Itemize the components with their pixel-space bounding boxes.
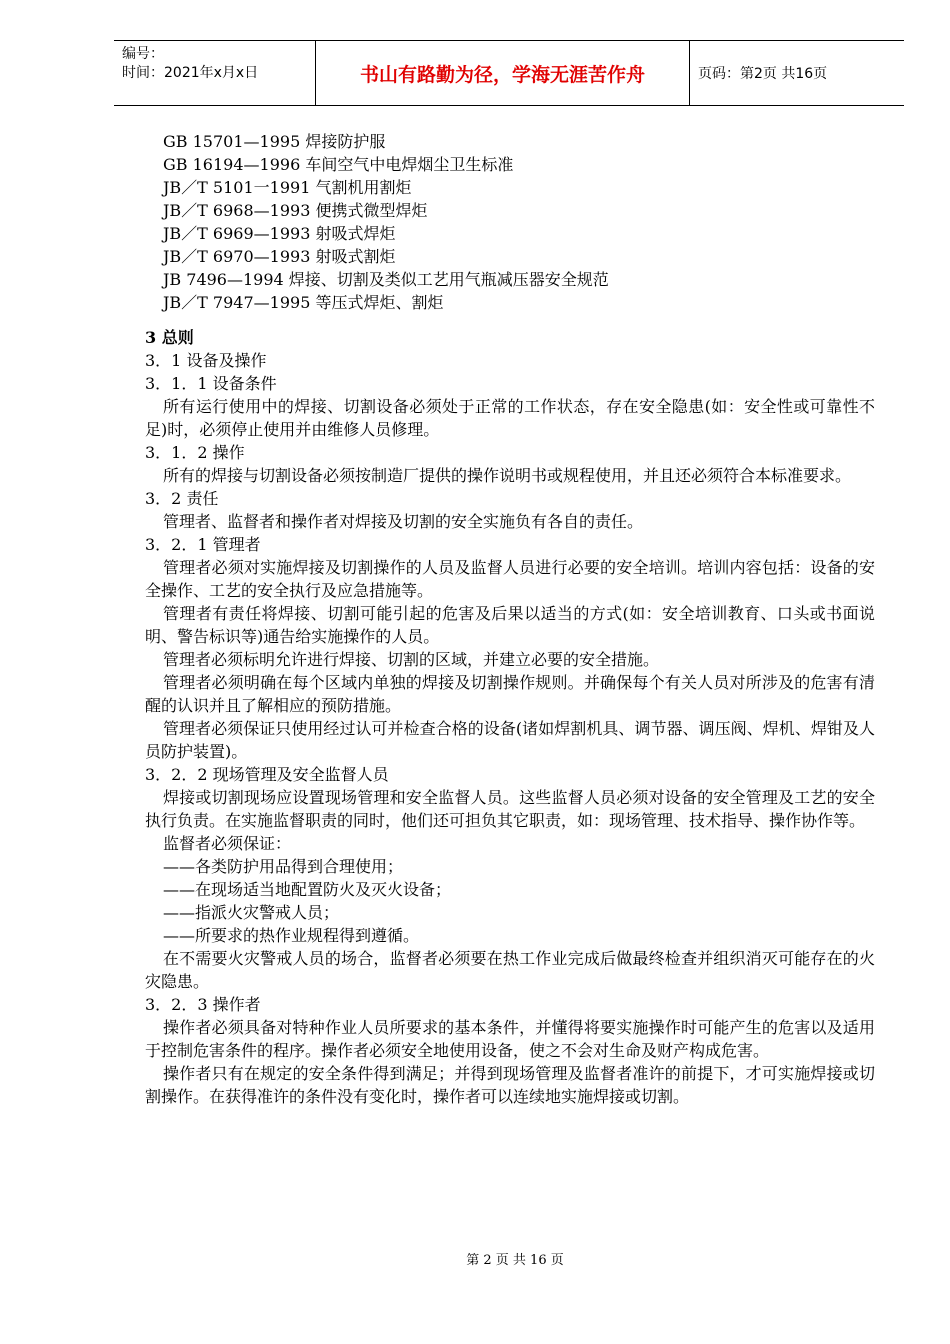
subsection-heading: 3．1 设备及操作 [145, 351, 267, 370]
subsection-heading: 3．2 责任 [145, 489, 219, 508]
document-number-label: 编号： [122, 46, 164, 62]
reference-item: JB／T 7947—1995 等压式焊炬、割炬 [163, 293, 444, 312]
reference-item: JB／T 6969—1993 射吸式焊炬 [163, 224, 396, 243]
reference-item: JB／T 5101一1991 气割机用割炬 [163, 178, 412, 197]
list-item: ——在现场适当地配置防火及灭火设备； [163, 880, 452, 899]
section-heading: 3 总则 [145, 328, 194, 347]
header-page-label: 页码：第2页 共16页 [698, 66, 828, 82]
document-time-label: 时间：2021年x月x日 [122, 65, 259, 81]
paragraph: 焊接或切割现场应设置现场管理和安全监督人员。这些监督人员必须对设备的安全管理及工艺的安全执行负责。在实施监督职责的同时，他们还可担负其它职责，如：现场管理、技术指导、操作协作等。 [145, 788, 875, 830]
subsection-heading: 3．2．3 操作者 [145, 995, 261, 1014]
reference-item: JB／T 6968—1993 便携式微型焊炬 [163, 201, 428, 220]
reference-item: JB／T 6970—1993 射吸式割炬 [163, 247, 396, 266]
paragraph: 管理者必须对实施焊接及切割操作的人员及监督人员进行必要的安全培训。培训内容包括：设备的安全操作、工艺的安全执行及应急措施等。 [145, 558, 875, 600]
subsection-heading: 3．1．2 操作 [145, 443, 245, 462]
paragraph: 管理者必须保证只使用经过认可并检查合格的设备(诸如焊割机具、调节器、调压阀、焊机、焊钳及人员防护装置)。 [145, 719, 875, 761]
footer-page-number: 第 2 页 共 16 页 [466, 1253, 564, 1268]
paragraph: 在不需要火灾警戒人员的场合，监督者必须要在热工作业完成后做最终检查并组织消灭可能存在的火灾隐患。 [145, 949, 875, 991]
paragraph: 操作者必须具备对特种作业人员所要求的基本条件，并懂得将要实施操作时可能产生的危害以及适用于控制危害条件的程序。操作者必须安全地使用设备，使之不会对生命及财产构成危害。 [145, 1018, 875, 1060]
subsection-heading: 3．2．1 管理者 [145, 535, 261, 554]
paragraph: 所有运行使用中的焊接、切割设备必须处于正常的工作状态，存在安全隐患(如：安全性或可靠性不足)时，必须停止使用并由维修人员修理。 [145, 397, 875, 439]
page-footer [0, 1249, 950, 1268]
subsection-heading: 3．1．1 设备条件 [145, 374, 277, 393]
list-item: ——各类防护用品得到合理使用； [163, 857, 404, 876]
reference-item: GB 16194—1996 车间空气中电焊烟尘卫生标准 [163, 155, 514, 174]
paragraph: 管理者必须明确在每个区域内单独的焊接及切割操作规则。并确保每个有关人员对所涉及的危害有清醒的认识并且了解相应的预防措施。 [145, 673, 875, 715]
subsection-heading: 3．2．2 现场管理及安全监督人员 [145, 765, 389, 784]
paragraph: 操作者只有在规定的安全条件得到满足；并得到现场管理及监督者准许的前提下，才可实施焊接或切割操作。在获得准许的条件没有变化时，操作者可以连续地实施焊接或切割。 [145, 1064, 875, 1106]
header-motto: 书山有路勤为径，学海无涯苦作舟 [316, 41, 690, 105]
paragraph: 所有的焊接与切割设备必须按制造厂提供的操作说明书或规程使用，并且还必须符合本标准要求。 [163, 466, 852, 485]
paragraph: 管理者有责任将焊接、切割可能引起的危害及后果以适当的方式(如：安全培训教育、口头或书面说明、警告标识等)通告给实施操作的人员。 [145, 604, 875, 646]
paragraph: 监督者必须保证： [163, 834, 292, 853]
header-meta [114, 41, 316, 105]
document-body [145, 130, 875, 1108]
reference-item: GB 15701—1995 焊接防护服 [163, 132, 386, 151]
list-item: ——指派火灾警戒人员； [163, 903, 340, 922]
paragraph: 管理者、监督者和操作者对焊接及切割的安全实施负有各自的责任。 [163, 512, 644, 531]
paragraph: 管理者必须标明允许进行焊接、切割的区域，并建立必要的安全措施。 [163, 650, 660, 669]
reference-item: JB 7496—1994 焊接、切割及类似工艺用气瓶减压器安全规范 [163, 270, 609, 289]
page-header [114, 40, 904, 106]
list-item: ——所要求的热作业规程得到遵循。 [163, 926, 420, 945]
